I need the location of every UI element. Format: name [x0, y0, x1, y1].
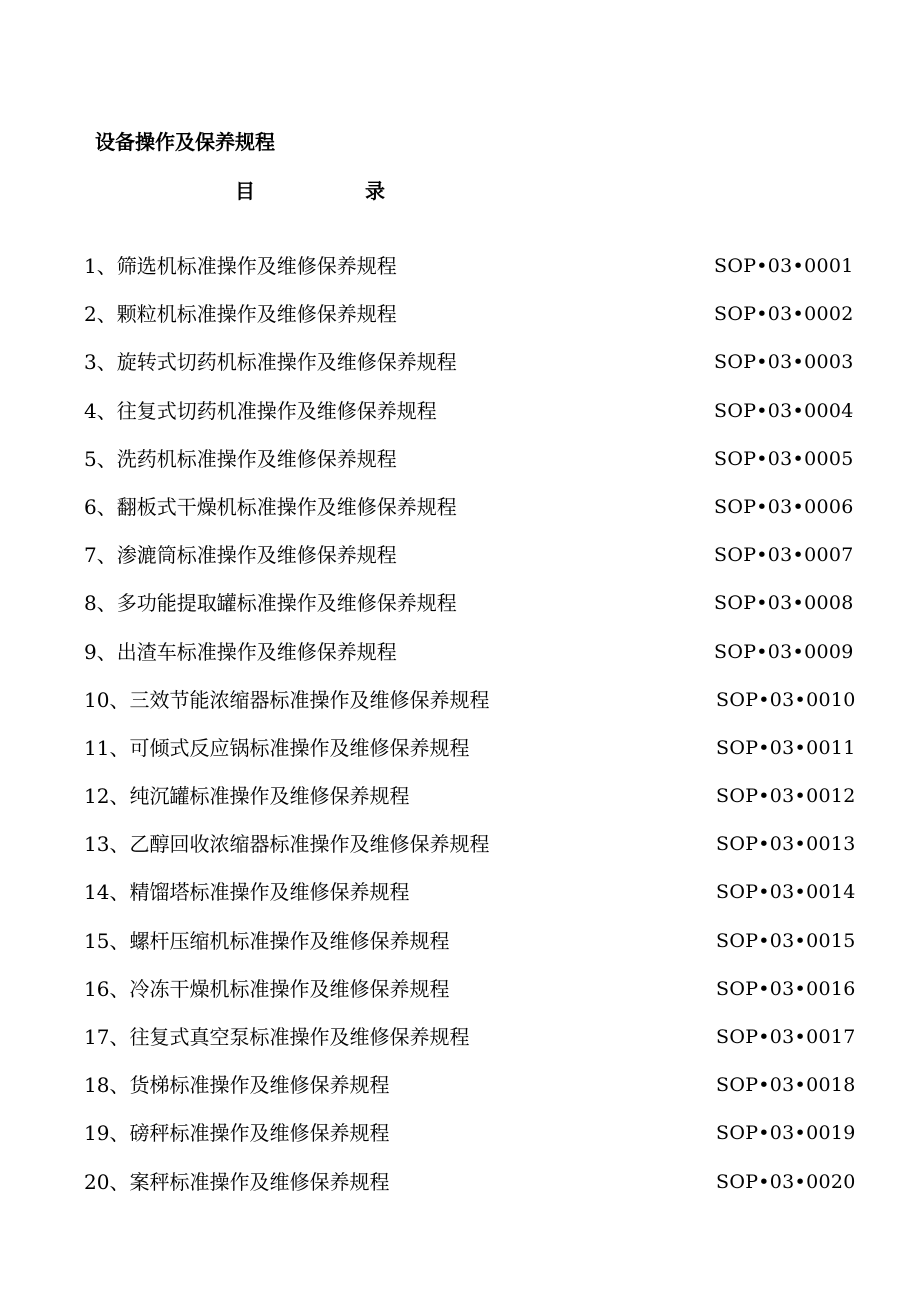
toc-item — [84, 250, 884, 298]
toc-item — [84, 443, 884, 491]
toc-item-code: SOP•03•0020 — [716, 1170, 856, 1193]
table-of-contents — [84, 250, 884, 1214]
toc-item-title: 7、渗漉筒标准操作及维修保养规程 — [84, 543, 397, 568]
toc-item-title: 5、洗药机标准操作及维修保养规程 — [84, 446, 397, 471]
toc-item-title: 6、翻板式干燥机标准操作及维修保养规程 — [84, 494, 457, 519]
toc-item-title: 10、三效节能浓缩器标准操作及维修保养规程 — [84, 687, 490, 712]
toc-item — [84, 636, 884, 684]
toc-item — [84, 973, 884, 1021]
toc-heading-right: 录 — [365, 179, 385, 203]
toc-item-title: 3、旋转式切药机标准操作及维修保养规程 — [84, 350, 457, 375]
toc-item-code: SOP•03•0001 — [714, 255, 854, 277]
toc-item — [84, 1021, 884, 1069]
toc-item-code: SOP•03•0014 — [716, 881, 856, 904]
toc-item-title: 18、货梯标准操作及维修保养规程 — [84, 1073, 390, 1098]
toc-item — [84, 298, 884, 346]
toc-item — [84, 684, 884, 732]
toc-item — [84, 539, 884, 587]
toc-item-title: 15、螺杆压缩机标准操作及维修保养规程 — [84, 928, 450, 953]
toc-item — [84, 395, 884, 443]
toc-item-code: SOP•03•0017 — [716, 1026, 856, 1048]
toc-item-code: SOP•03•0006 — [714, 495, 854, 518]
toc-item-title: 9、出渣车标准操作及维修保养规程 — [84, 639, 397, 664]
toc-item-title: 16、冷冻干燥机标准操作及维修保养规程 — [84, 976, 450, 1001]
toc-item-title: 1、筛选机标准操作及维修保养规程 — [84, 254, 397, 278]
toc-item-title: 12、纯沉罐标准操作及维修保养规程 — [84, 784, 410, 809]
toc-item-code: SOP•03•0009 — [714, 640, 854, 663]
toc-item — [84, 780, 884, 828]
toc-item — [84, 732, 884, 780]
toc-item-title: 17、往复式真空泵标准操作及维修保养规程 — [84, 1025, 470, 1049]
toc-item — [84, 876, 884, 924]
toc-item-code: SOP•03•0012 — [716, 785, 856, 808]
toc-item-code: SOP•03•0005 — [714, 447, 854, 470]
toc-item-code: SOP•03•0007 — [714, 544, 854, 567]
toc-item-code: SOP•03•0011 — [716, 736, 856, 759]
toc-item — [84, 1166, 884, 1214]
toc-item-code: SOP•03•0016 — [716, 977, 856, 1000]
toc-item — [84, 587, 884, 635]
document-title: 设备操作及保养规程 — [95, 130, 275, 154]
toc-item — [84, 491, 884, 539]
toc-item-code: SOP•03•0019 — [716, 1122, 856, 1145]
toc-item-title: 13、乙醇回收浓缩器标准操作及维修保养规程 — [84, 832, 490, 857]
toc-item — [84, 1117, 884, 1165]
toc-item-code: SOP•03•0004 — [714, 399, 854, 422]
toc-item-title: 14、精馏塔标准操作及维修保养规程 — [84, 880, 410, 905]
toc-item-title: 8、多功能提取罐标准操作及维修保养规程 — [84, 591, 457, 616]
toc-item-title: 4、往复式切药机准操作及维修保养规程 — [84, 398, 437, 423]
toc-item-title: 20、案秤标准操作及维修保养规程 — [84, 1169, 390, 1194]
toc-item-title: 11、可倾式反应锅标准操作及维修保养规程 — [84, 735, 470, 760]
toc-item-code: SOP•03•0008 — [714, 592, 854, 615]
toc-item-title: 19、磅秤标准操作及维修保养规程 — [84, 1121, 390, 1146]
toc-item-code: SOP•03•0010 — [716, 688, 856, 711]
toc-item — [84, 828, 884, 876]
toc-item — [84, 346, 884, 394]
toc-item-code: SOP•03•0003 — [714, 351, 854, 374]
toc-item-code: SOP•03•0018 — [716, 1074, 856, 1097]
toc-heading-left: 目 — [235, 179, 255, 203]
toc-item-code: SOP•03•0002 — [714, 303, 854, 326]
toc-item-code: SOP•03•0015 — [716, 929, 856, 952]
toc-item-title: 2、颗粒机标准操作及维修保养规程 — [84, 302, 397, 327]
toc-item — [84, 1069, 884, 1117]
toc-item-code: SOP•03•0013 — [716, 833, 856, 856]
toc-item — [84, 925, 884, 973]
